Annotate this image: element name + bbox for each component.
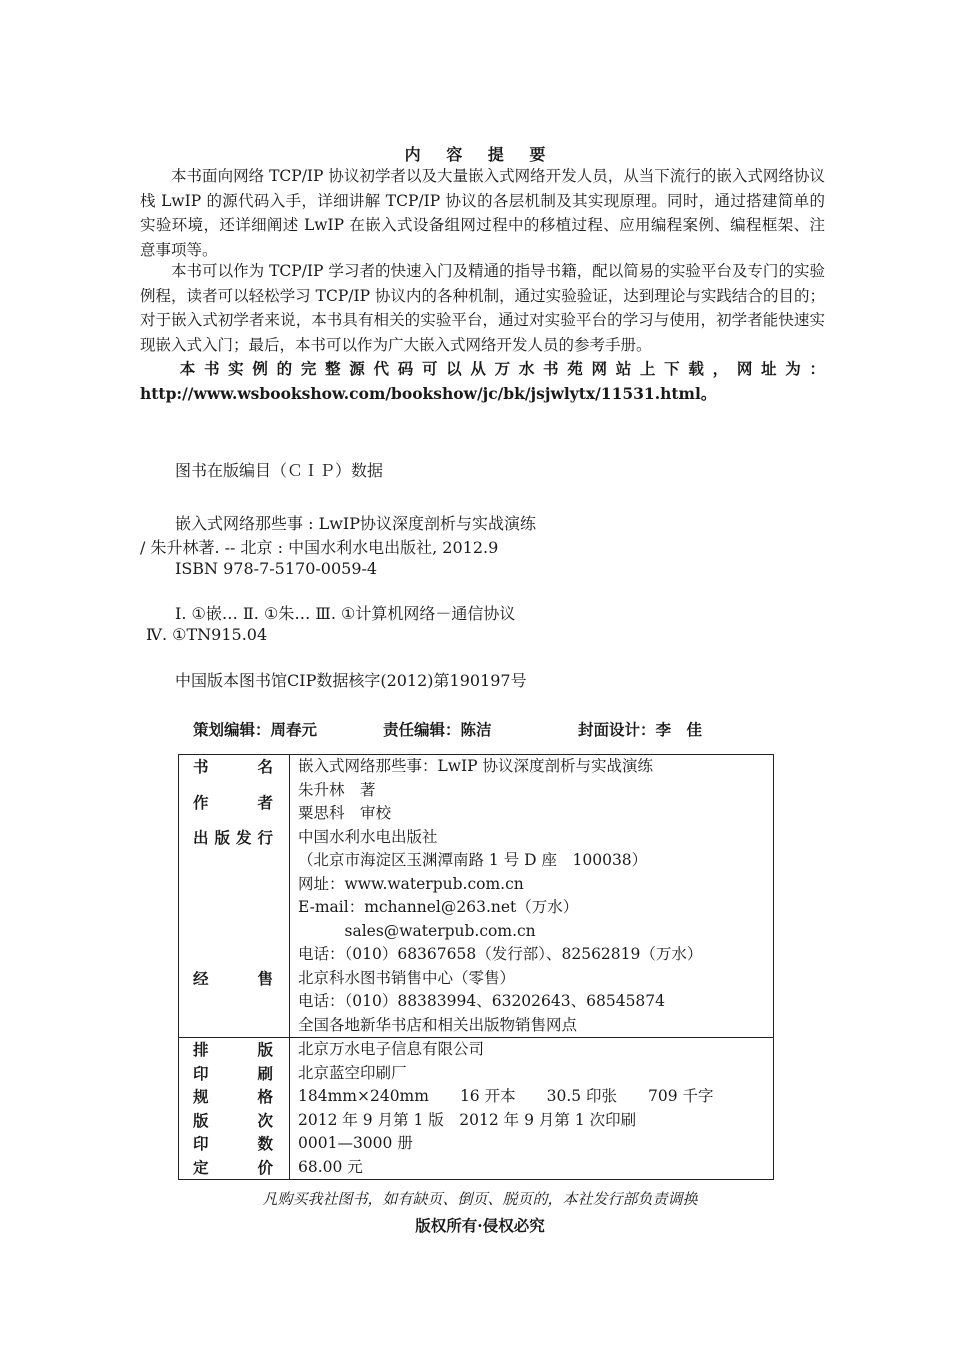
info-value-line: E-mail：mchannel@263.net（万水） xyxy=(298,898,579,916)
info-value-line: 0001—3000 册 xyxy=(298,1134,413,1152)
info-label-char: 定 xyxy=(193,1157,209,1177)
info-label-char: 价 xyxy=(257,1157,273,1177)
cip-line-author: / 朱升林著. -- 北京 : 中国水利水电出版社, 2012.9 xyxy=(140,538,499,557)
planning-editor: 策划编辑：周春元 xyxy=(193,720,318,739)
info-label-char: 数 xyxy=(257,1134,273,1153)
info-value-line: 2012 年 9 月第 1 版 2012 年 9 月第 1 次印刷 xyxy=(298,1110,637,1129)
summary-paragraph-2: 本书可以作为 TCP/IP 学习者的快速入门及精通的指导书籍，配以简易的实验平台及专门的实验例程，读者可以轻松学习 TCP/IP 协议内的各种机制，通过实验验证，达到理论与实践结合的目的；对于嵌入式初学者来说，本书具有相关的实验平台，通过对实验平台的学习与使用，初学者能快速实现嵌入式入门；最后，本书可以作为广大嵌入式网络开发人员的参考手册。 本书实例的完整源代码可以从万水书苑网站上下载，网址为：http://www.wsbookshow.com/bookshow/jc/bk/jsjwlytx/11531.html。 xyxy=(140,259,825,406)
cip-heading: 图书在版编目（ＣＩＰ）数据 xyxy=(175,461,384,480)
info-label-char: 版 xyxy=(257,1040,273,1059)
info-label xyxy=(179,1085,290,1109)
info-label-char: 出 xyxy=(193,827,209,847)
info-label xyxy=(179,826,290,967)
cip-line-class-1: Ⅰ. ①嵌… Ⅱ. ①朱… Ⅲ. ①计算机网络－通信协议 xyxy=(175,604,516,623)
info-value-line: 68.00 元 xyxy=(298,1157,363,1176)
return-policy-notice: 凡购买我社图书，如有缺页、倒页、脱页的，本社发行部负责调换 xyxy=(262,1190,698,1208)
publication-info-table xyxy=(178,754,774,1180)
info-label xyxy=(179,779,290,826)
info-row xyxy=(179,826,774,967)
summary-paragraph-1: 本书面向网络 TCP/IP 协议初学者以及大量嵌入式网络开发人员，从当下流行的嵌入式网络协议栈 LwIP 的源代码入手，详细讲解 TCP/IP 协议的各层机制及其实现原理。同时，通过搭建简单的实验环境，还详细阐述 LwIP 在嵌入式设备组网过程中的移植过程、应用编程案例、编程框架、注意事项等。 xyxy=(140,167,825,259)
info-value xyxy=(290,1062,774,1086)
info-label-char: 次 xyxy=(257,1110,273,1130)
info-label-char: 行 xyxy=(257,827,273,847)
info-value-line: sales@waterpub.com.cn xyxy=(298,921,536,940)
info-row xyxy=(179,1038,774,1062)
info-value-line: 全国各地新华书店和相关出版物销售网点 xyxy=(298,1015,578,1034)
info-label-char: 者 xyxy=(257,792,273,812)
info-row xyxy=(179,1062,774,1086)
info-label-char: 印 xyxy=(193,1063,209,1083)
cover-designer: 封面设计：李 佳 xyxy=(578,720,703,739)
cip-line-title: 嵌入式网络那些事 : LwIP协议深度剖析与实战演练 xyxy=(175,514,536,533)
info-row xyxy=(179,779,774,826)
info-value-line: 朱升林 著 xyxy=(298,780,376,799)
cip-line-class-2: Ⅳ. ①TN915.04 xyxy=(146,625,268,644)
info-row xyxy=(179,755,774,779)
info-value-line: 网址：www.waterpub.com.cn xyxy=(298,874,524,893)
info-value-line: 中国水利水电出版社 xyxy=(298,827,438,846)
info-value xyxy=(290,1156,774,1180)
info-value-line: 北京万水电子信息有限公司 xyxy=(298,1040,485,1058)
info-label-char: 版 xyxy=(214,827,230,847)
info-value xyxy=(290,755,774,779)
info-label-char: 版 xyxy=(193,1110,209,1130)
info-value-line: 北京科水图书销售中心（零售） xyxy=(298,968,516,987)
info-label-char: 格 xyxy=(257,1087,273,1106)
info-value-line: 嵌入式网络那些事：LwIP 协议深度剖析与实战演练 xyxy=(298,757,654,775)
info-label-char: 作 xyxy=(193,792,209,812)
info-value-line: 电话：（010）68367658（发行部）、82562819（万水） xyxy=(298,945,703,963)
info-value xyxy=(290,1085,774,1109)
info-value xyxy=(290,1038,774,1062)
info-label-char: 名 xyxy=(257,757,273,776)
info-value xyxy=(290,1132,774,1156)
info-label-char: 经 xyxy=(193,968,209,988)
info-value xyxy=(290,826,774,967)
info-label xyxy=(179,1132,290,1156)
info-value-line: 电话：（010）88383994、63202643、68545874 xyxy=(298,992,666,1010)
info-row xyxy=(179,1109,774,1133)
info-label xyxy=(179,1156,290,1180)
info-label-char: 排 xyxy=(193,1040,209,1059)
info-value-line: 184mm×240mm 16 开本 30.5 印张 709 千字 xyxy=(298,1087,714,1105)
info-row xyxy=(179,1132,774,1156)
cip-line-isbn: ISBN 978-7-5170-0059-4 xyxy=(175,559,378,578)
info-label xyxy=(179,1038,290,1062)
cip-record-number: 中国版本图书馆CIP数据核字(2012)第190197号 xyxy=(175,671,527,690)
info-label xyxy=(179,1062,290,1086)
info-label-char: 印 xyxy=(193,1134,209,1153)
info-value xyxy=(290,1109,774,1133)
copyright-notice: 版权所有·侵权必究 xyxy=(415,1216,545,1235)
info-label xyxy=(179,967,290,1038)
info-value xyxy=(290,967,774,1038)
summary-title: 内 容 提 要 xyxy=(404,145,556,164)
info-value-line: 北京蓝空印刷厂 xyxy=(298,1063,407,1082)
info-label-char: 规 xyxy=(193,1087,209,1106)
download-note: 本书实例的完整源代码可以从万水书苑网站上下载，网址为：http://www.wsbookshow.com/bookshow/jc/bk/jsjwlytx/11531.html。 xyxy=(140,359,825,403)
info-label-char: 书 xyxy=(193,757,209,776)
responsible-editor: 责任编辑：陈洁 xyxy=(383,720,492,739)
info-row xyxy=(179,1156,774,1180)
info-row xyxy=(179,967,774,1038)
info-label-char: 刷 xyxy=(257,1063,273,1083)
info-value xyxy=(290,779,774,826)
info-value-line: 粟思科 审校 xyxy=(298,804,392,822)
info-value-line: （北京市海淀区玉渊潭南路 1 号 D 座 100038） xyxy=(298,851,648,869)
info-label xyxy=(179,1109,290,1133)
info-label xyxy=(179,755,290,779)
info-label-char: 售 xyxy=(257,968,273,988)
info-label-char: 发 xyxy=(235,827,252,847)
info-row xyxy=(179,1085,774,1109)
